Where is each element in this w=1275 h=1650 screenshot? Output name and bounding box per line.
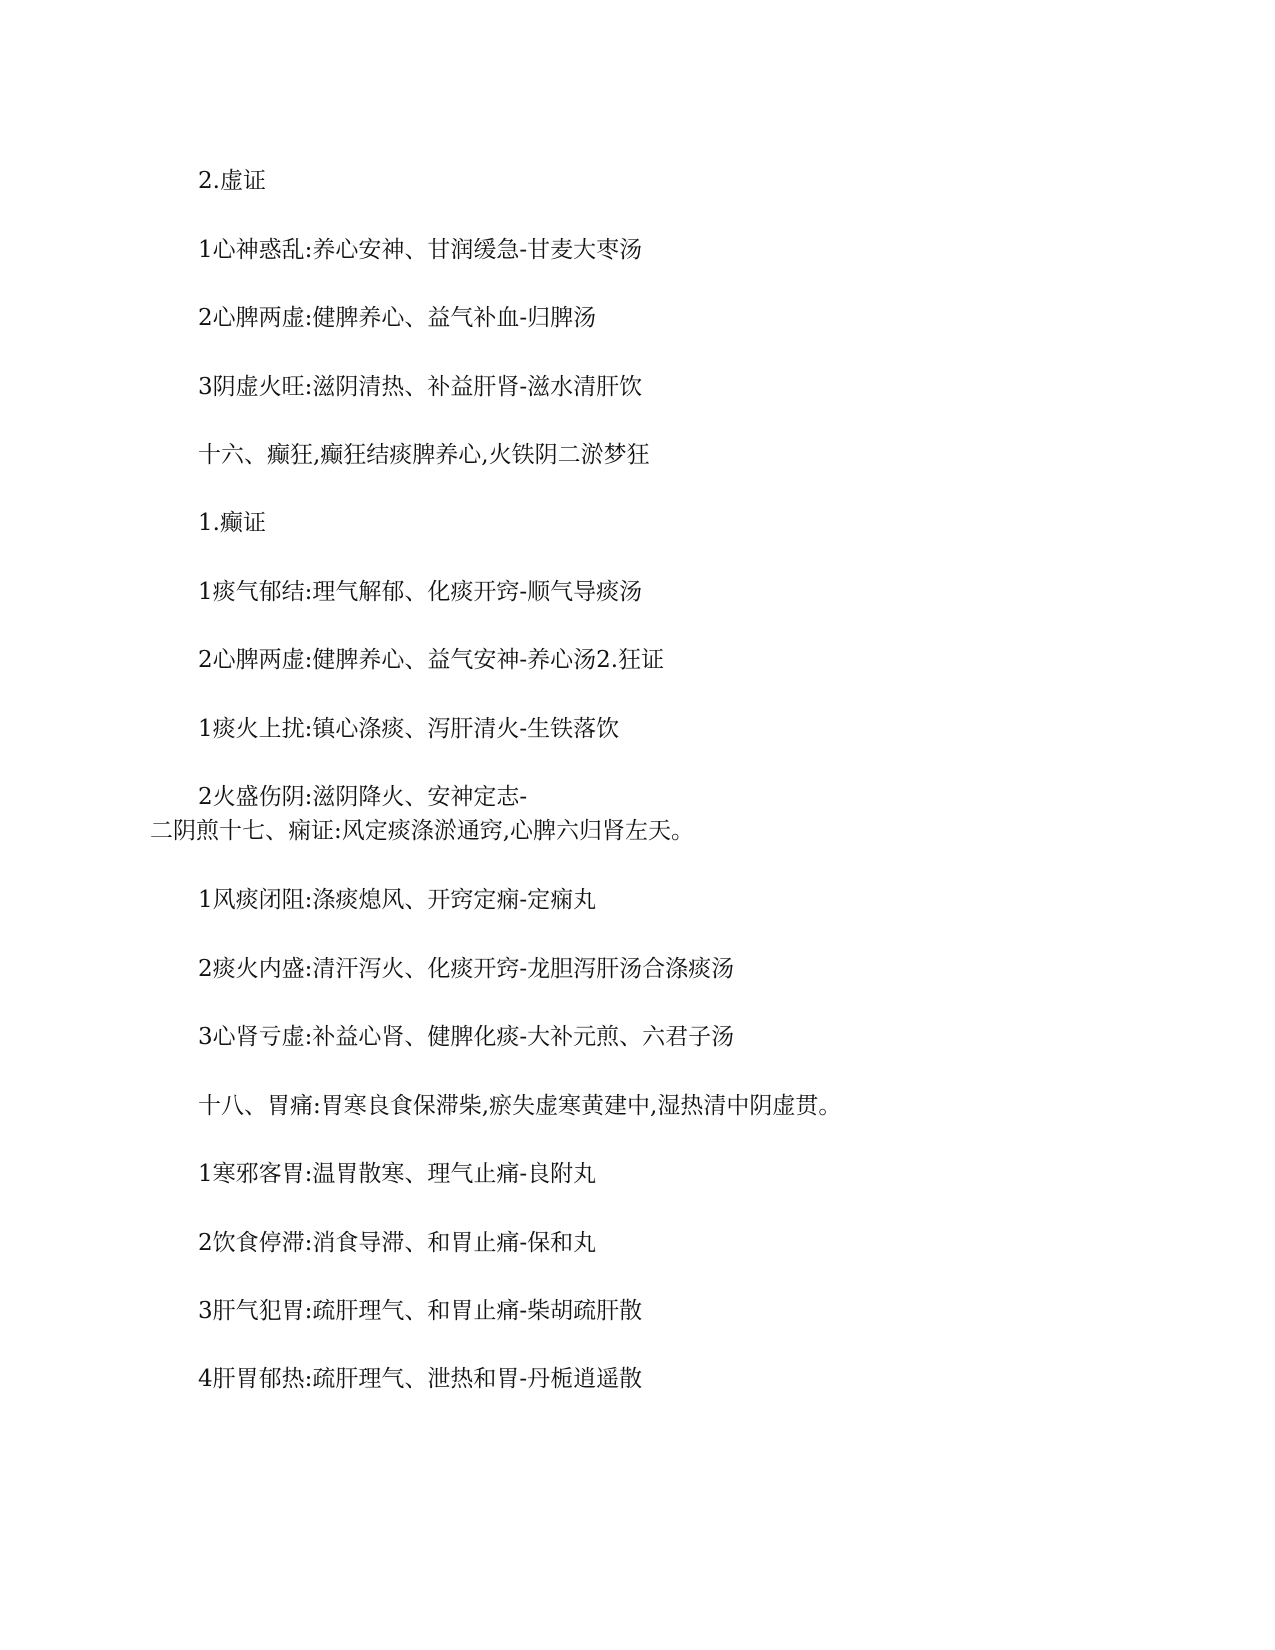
text-line: 3阴虚火旺:滋阴清热、补益肝肾-滋水清肝饮: [198, 374, 643, 400]
text-line: 2痰火内盛:清汗泻火、化痰开窍-龙胆泻肝汤合涤痰汤: [198, 956, 735, 982]
text-line: 3肝气犯胃:疏肝理气、和胃止痛-柴胡疏肝散: [198, 1298, 643, 1324]
chapter-heading-17: 二阴煎十七、痫证:风定痰涤淤通窍,心脾六归肾左天。: [150, 818, 695, 844]
text-line: 2心脾两虚:健脾养心、益气补血-归脾汤: [198, 305, 597, 331]
text-line: 1痰火上扰:镇心涤痰、泻肝清火-生铁落饮: [198, 716, 620, 742]
text-line: 4肝胃郁热:疏肝理气、泄热和胃-丹栀逍遥散: [198, 1366, 643, 1392]
text-line: 1风痰闭阻:涤痰熄风、开窍定痫-定痫丸: [198, 887, 597, 913]
section-heading-deficiency-syndrome: 2.虚证: [198, 168, 266, 194]
chapter-heading-18: 十八、胃痛:胃寒良食保滞柴,瘀失虚寒黄建中,湿热清中阴虚贯。: [198, 1093, 842, 1119]
text-line: 3心肾亏虚:补益心肾、健脾化痰-大补元煎、六君子汤: [198, 1024, 735, 1050]
text-line: 2火盛伤阴:滋阴降火、安神定志-: [198, 784, 528, 810]
text-line: 1寒邪客胃:温胃散寒、理气止痛-良附丸: [198, 1161, 597, 1187]
text-line: 1痰气郁结:理气解郁、化痰开窍-顺气导痰汤: [198, 579, 643, 605]
chapter-heading-16: 十六、癫狂,癫狂结痰脾养心,火铁阴二淤梦狂: [198, 442, 650, 468]
text-line: 2心脾两虚:健脾养心、益气安神-养心汤2.狂证: [198, 647, 665, 673]
text-line: 2饮食停滞:消食导滞、和胃止痛-保和丸: [198, 1230, 597, 1256]
section-heading-dian-syndrome: 1.癫证: [198, 510, 266, 536]
text-line: 1心神惑乱:养心安神、甘润缓急-甘麦大枣汤: [198, 237, 643, 263]
